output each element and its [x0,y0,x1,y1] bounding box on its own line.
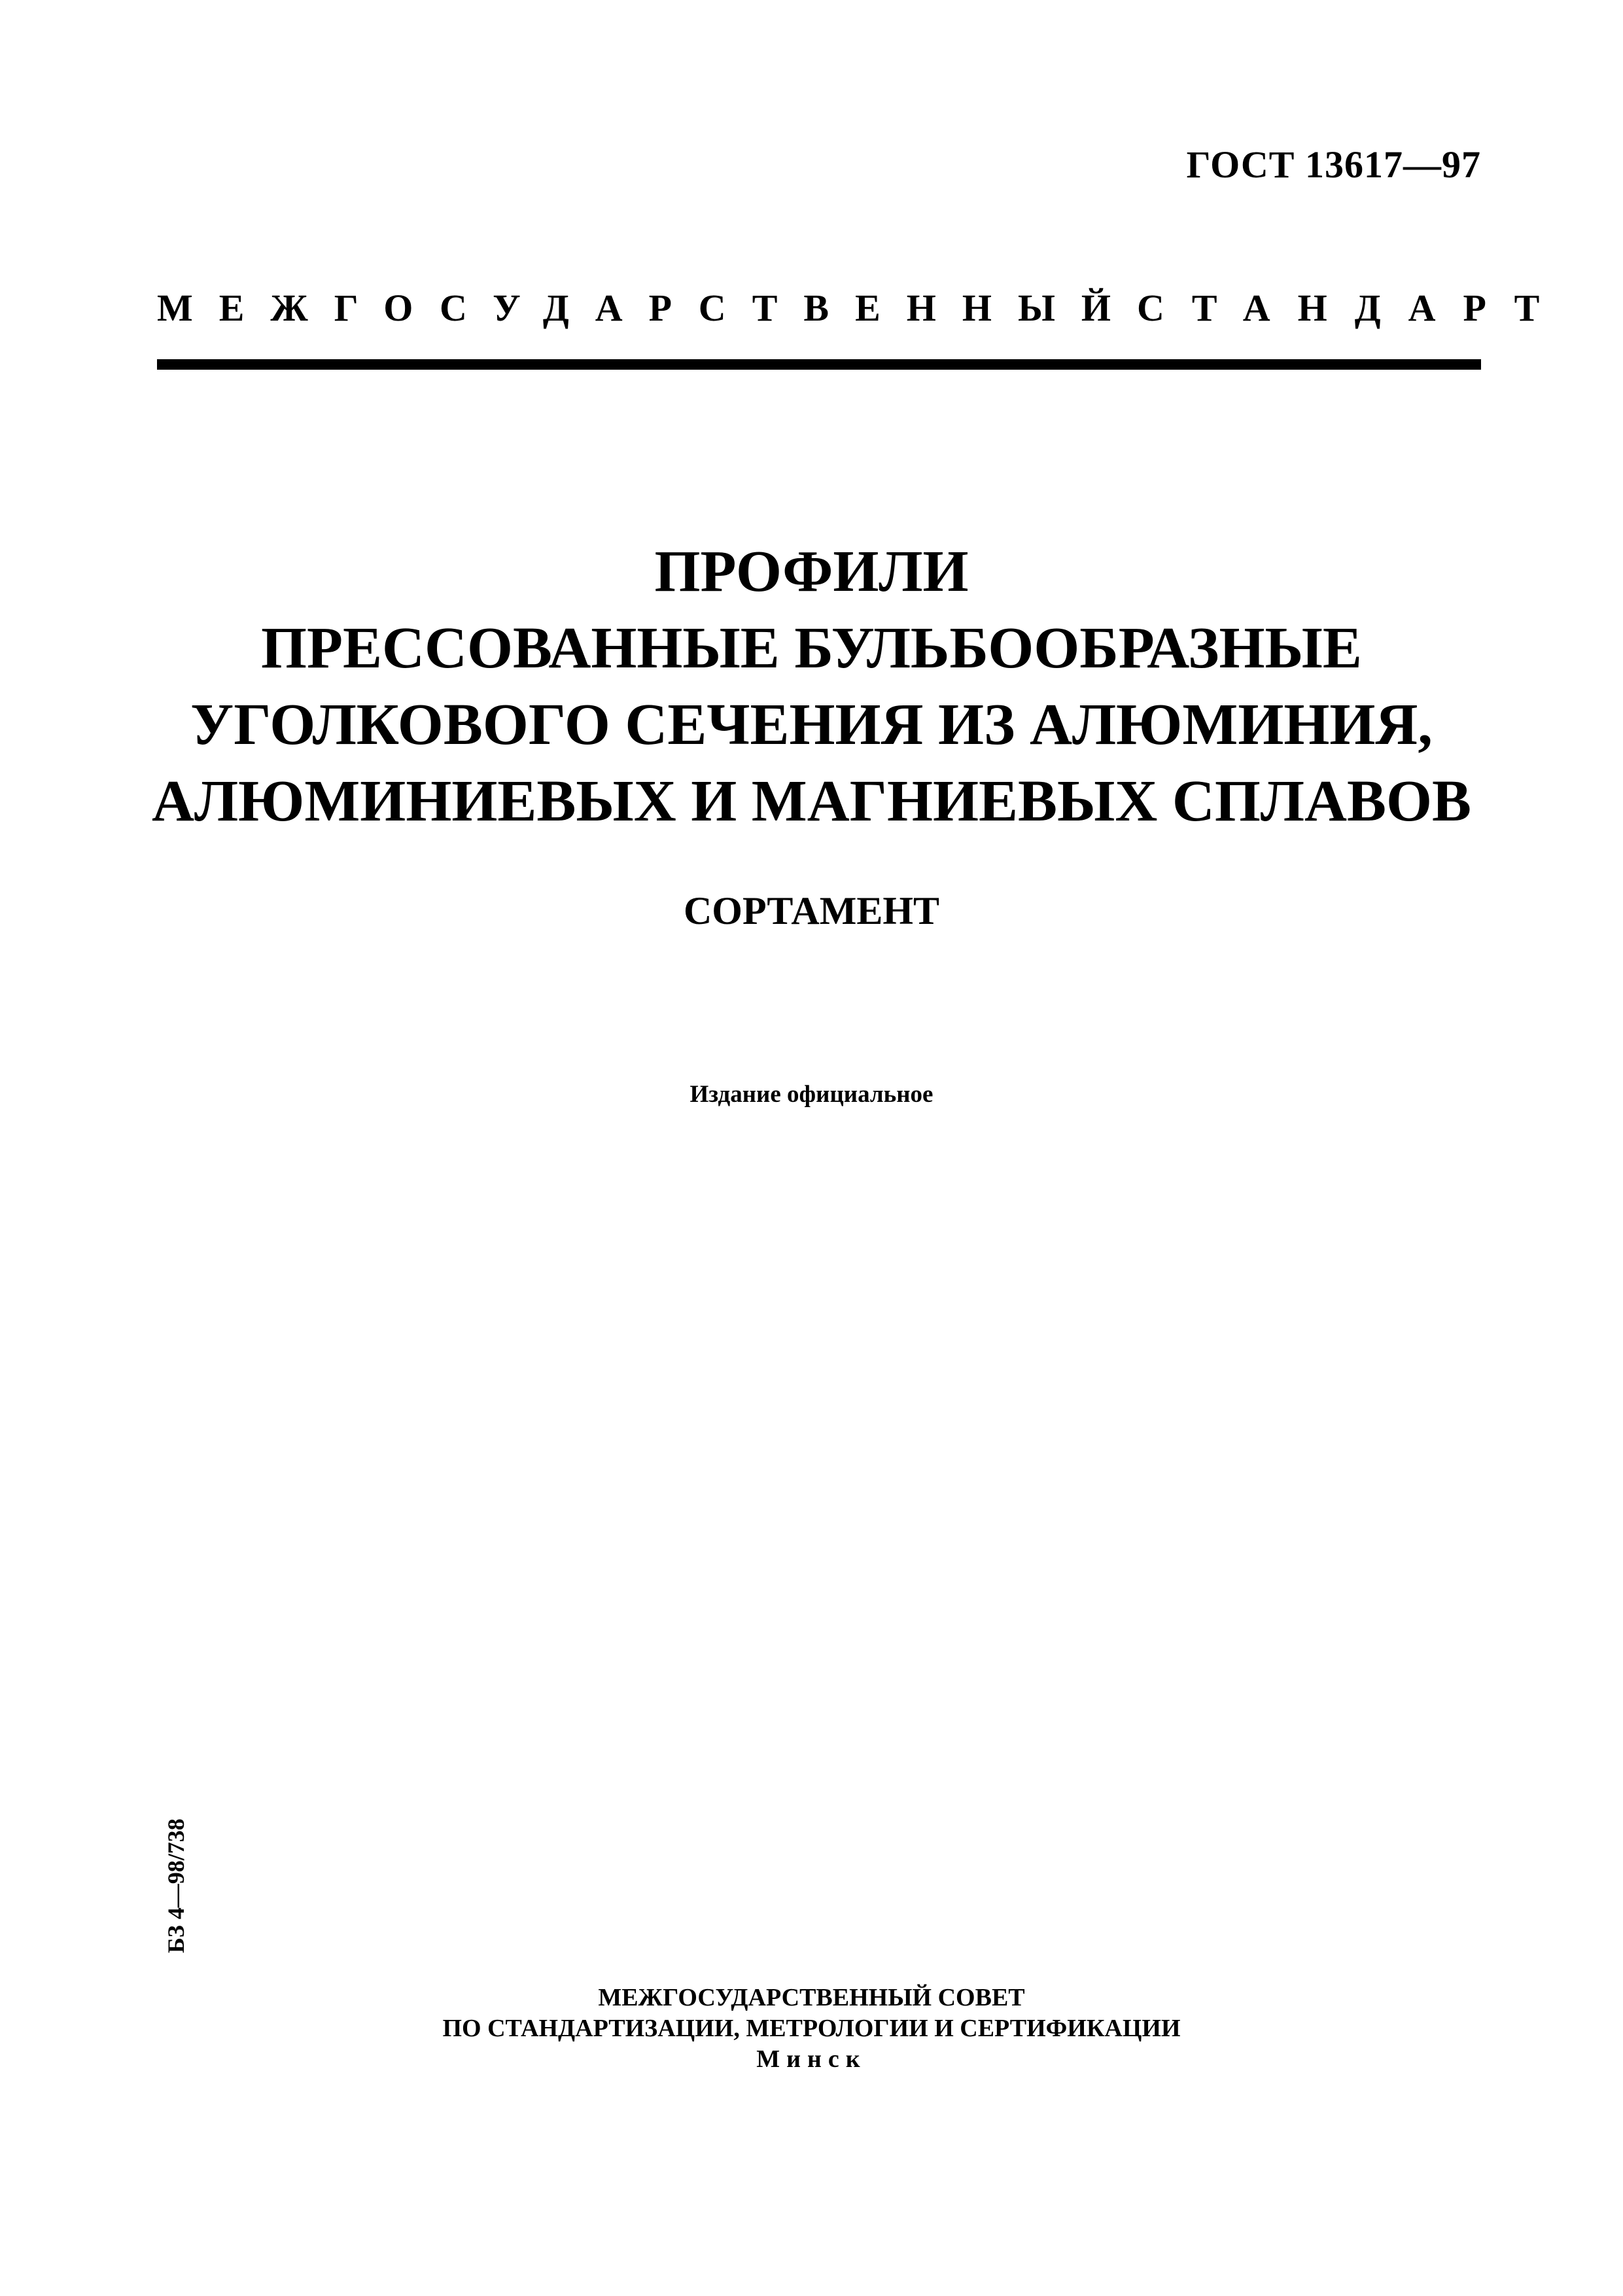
side-catalog-code: БЗ 4—98/738 [163,1818,189,1953]
header-rule-divider [157,359,1481,370]
publisher-line-2: ПО СТАНДАРТИЗАЦИИ, МЕТРОЛОГИИ И СЕРТИФИКАЦИИ [442,2015,1181,2042]
title-line: ПРОФИЛИ [654,539,969,604]
banner-word-interstate: МЕЖГОСУДАРСТВЕННЫЙ [157,287,1138,329]
document-title [0,533,1623,839]
document-subtitle: СОРТАМЕНТ [683,889,940,932]
banner-word-standard: СТАНДАРТ [1137,287,1567,329]
standard-number: ГОСТ 13617—97 [1186,143,1481,186]
title-line: ПРЕССОВАННЫЕ БУЛЬБООБРАЗНЫЕ [261,616,1362,680]
edition-note: Издание официальное [689,1081,934,1108]
title-line: УГОЛКОВОГО СЕЧЕНИЯ ИЗ АЛЮМИНИЯ, [190,692,1433,757]
publisher-line-1: МЕЖГОСУДАРСТВЕННЫЙ СОВЕТ [598,1984,1025,2011]
publisher-city: Минск [756,2045,867,2073]
title-line: АЛЮМИНИЕВЫХ И МАГНИЕВЫХ СПЛАВОВ [151,769,1472,834]
standard-type-banner [157,287,1567,329]
publisher-block [0,1983,1623,2075]
